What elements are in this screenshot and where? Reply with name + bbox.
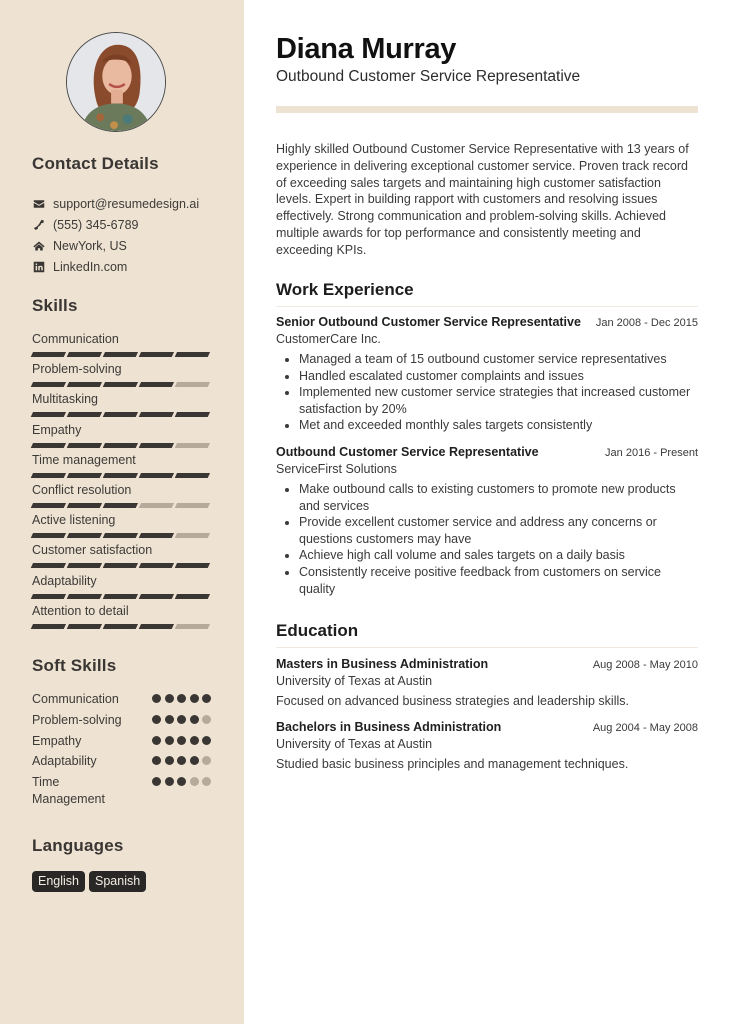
- level-segment-filled: [67, 412, 102, 417]
- level-segment-empty: [175, 503, 210, 508]
- education-dates: Aug 2008 - May 2010: [592, 659, 698, 671]
- rating-dot-filled: [190, 756, 199, 765]
- education-description: Focused on advanced business strategies and leadership skills.: [276, 694, 629, 708]
- level-segment-filled: [67, 533, 102, 538]
- level-segment-filled: [31, 382, 66, 387]
- level-segment-filled: [175, 563, 210, 568]
- level-segment-filled: [103, 382, 138, 387]
- skill-label: Multitasking: [32, 392, 98, 407]
- level-segment-filled: [139, 624, 174, 629]
- skill-item: [32, 422, 212, 452]
- work-heading: Work Experience: [276, 280, 698, 307]
- school: University of Texas at Austin: [276, 674, 433, 688]
- skill-level-bar: [32, 563, 212, 568]
- soft-skill-item: [32, 691, 217, 712]
- level-segment-filled: [139, 443, 174, 448]
- job-entry: [276, 445, 698, 597]
- level-segment-filled: [103, 563, 138, 568]
- job-bullet: • Managed a team of 15 outbound customer service representatives: [299, 351, 698, 368]
- language-tag: Spanish: [89, 871, 146, 892]
- skill-label: Problem-solving: [32, 362, 122, 377]
- rating-dot-filled: [152, 777, 161, 786]
- level-segment-filled: [67, 563, 102, 568]
- skill-item: [32, 603, 212, 633]
- rating-dot-filled: [165, 756, 174, 765]
- level-segment-filled: [175, 473, 210, 478]
- languages-heading: Languages: [32, 836, 124, 855]
- level-segment-empty: [175, 443, 210, 448]
- skill-level-bar: [32, 503, 212, 508]
- soft-skill-label: Empathy: [32, 733, 82, 748]
- contact-linkedin-text: LinkedIn.com: [53, 259, 128, 274]
- soft-skill-rating: [152, 712, 211, 724]
- job-company: CustomerCare Inc.: [276, 332, 381, 346]
- skill-item: [32, 573, 212, 603]
- skill-label: Active listening: [32, 513, 116, 528]
- level-segment-empty: [139, 503, 174, 508]
- contact-phone-text: (555) 345-6789: [53, 217, 139, 232]
- job-bullet: • Implemented new customer service strategies that increased customer satisfaction by 20%: [299, 384, 698, 417]
- contact-linkedin[interactable]: [32, 256, 199, 277]
- level-segment-filled: [31, 503, 66, 508]
- level-segment-empty: [175, 382, 210, 387]
- education-heading: Education: [276, 621, 698, 648]
- level-segment-filled: [31, 473, 66, 478]
- contact-heading: Contact Details: [32, 154, 159, 173]
- skill-label: Conflict resolution: [32, 482, 132, 497]
- skill-label: Communication: [32, 332, 119, 346]
- level-segment-empty: [175, 533, 210, 538]
- soft-skills-list: [32, 691, 217, 808]
- skill-level-bar: [32, 382, 212, 387]
- skill-label: Empathy: [32, 422, 82, 437]
- soft-skill-rating: [152, 733, 211, 745]
- rating-dot-filled: [202, 736, 211, 745]
- job-bullet: • Consistently receive positive feedback from customers on service quality: [299, 564, 698, 597]
- level-segment-filled: [67, 594, 102, 599]
- job-bullet: • Met and exceeded monthly sales targets consistently: [299, 417, 698, 434]
- skill-item: [32, 542, 212, 572]
- skill-level-bar: [32, 412, 212, 417]
- profile-photo: [66, 32, 166, 132]
- rating-dot-filled: [190, 694, 199, 703]
- level-segment-filled: [175, 594, 210, 599]
- skill-label: Attention to detail: [32, 603, 129, 618]
- rating-dot-empty: [202, 715, 211, 724]
- soft-skill-label: Time Management: [32, 775, 105, 807]
- level-segment-filled: [103, 443, 138, 448]
- skill-item: [32, 361, 212, 391]
- job-dates: Jan 2016 - Present: [605, 447, 698, 459]
- level-segment-filled: [67, 473, 102, 478]
- contact-location: [32, 235, 199, 256]
- language-tag: English: [32, 871, 85, 892]
- job-company: ServiceFirst Solutions: [276, 462, 397, 476]
- skill-level-bar: [32, 624, 212, 629]
- home-icon: [32, 239, 46, 253]
- skill-label: Time management: [32, 452, 136, 467]
- job-dates: Jan 2008 - Dec 2015: [595, 317, 698, 329]
- rating-dot-empty: [202, 777, 211, 786]
- skills-list: [32, 331, 212, 633]
- phone-icon: [32, 218, 46, 232]
- rating-dot-filled: [177, 694, 186, 703]
- job-bullet: • Make outbound calls to existing customers to promote new products and services: [299, 481, 698, 514]
- soft-skill-item: [32, 733, 217, 754]
- envelope-icon: [32, 197, 46, 211]
- level-segment-filled: [103, 473, 138, 478]
- level-segment-filled: [31, 624, 66, 629]
- contact-email[interactable]: [32, 193, 199, 214]
- skills-heading: Skills: [32, 296, 78, 315]
- rating-dot-filled: [165, 777, 174, 786]
- soft-skill-label: Problem-solving: [32, 712, 122, 727]
- languages-list: [32, 871, 146, 892]
- rating-dot-filled: [177, 736, 186, 745]
- rating-dot-filled: [152, 736, 161, 745]
- level-segment-filled: [103, 412, 138, 417]
- degree: Masters in Business Administration: [276, 657, 489, 671]
- rating-dot-filled: [152, 756, 161, 765]
- job-bullet: • Handled escalated customer complaints and issues: [299, 368, 698, 385]
- rating-dot-filled: [177, 715, 186, 724]
- level-segment-empty: [175, 624, 210, 629]
- rating-dot-filled: [165, 694, 174, 703]
- rating-dot-filled: [165, 736, 174, 745]
- degree: Bachelors in Business Administration: [276, 720, 502, 734]
- job-bullets: [276, 351, 698, 434]
- candidate-name: Diana Murray: [276, 33, 457, 65]
- sidebar: [0, 0, 244, 1024]
- skill-level-bar: [32, 594, 212, 599]
- soft-skill-item: [32, 753, 217, 774]
- job-title: Senior Outbound Customer Service Representative: [276, 315, 581, 329]
- rating-dot-empty: [190, 777, 199, 786]
- skill-label: Customer satisfaction: [32, 543, 153, 558]
- job-bullets: [276, 481, 698, 597]
- rating-dot-empty: [202, 756, 211, 765]
- soft-skill-label: Communication: [32, 692, 119, 706]
- level-segment-filled: [139, 563, 174, 568]
- level-segment-filled: [31, 412, 66, 417]
- level-segment-filled: [175, 352, 210, 357]
- level-segment-filled: [139, 473, 174, 478]
- level-segment-filled: [31, 352, 66, 357]
- rating-dot-filled: [152, 715, 161, 724]
- level-segment-filled: [139, 594, 174, 599]
- profile-photo-image: [67, 33, 165, 131]
- skill-level-bar: [32, 533, 212, 538]
- education-entry: [276, 657, 698, 708]
- level-segment-filled: [175, 412, 210, 417]
- level-segment-filled: [103, 594, 138, 599]
- contact-location-text: NewYork, US: [53, 238, 127, 253]
- soft-skill-rating: [152, 691, 211, 703]
- soft-skills-heading: Soft Skills: [32, 656, 117, 675]
- level-segment-filled: [31, 443, 66, 448]
- skill-item: [32, 512, 212, 542]
- level-segment-filled: [31, 533, 66, 538]
- level-segment-filled: [31, 563, 66, 568]
- level-segment-filled: [67, 382, 102, 387]
- contact-email-text: support@resumedesign.ai: [53, 196, 200, 211]
- soft-skill-rating: [152, 774, 211, 786]
- candidate-title: Outbound Customer Service Representative: [276, 68, 581, 85]
- level-segment-filled: [103, 624, 138, 629]
- soft-skill-label: Adaptability: [32, 754, 97, 769]
- level-segment-filled: [139, 412, 174, 417]
- education-entry: [276, 720, 698, 771]
- rating-dot-filled: [152, 694, 161, 703]
- level-segment-filled: [67, 624, 102, 629]
- linkedin-icon: [32, 260, 46, 274]
- summary: Highly skilled Outbound Customer Service Representative with 13 years of experience in delivering exceptional customer service. Proven track record of exceeding sales targets and maintaining high customer satisfaction levels. Expert in building rapport with customers and resolving issues effectively. Strong communication and problem-solving skills. Achieved multiple awards for top performance and consistently meeting and exceeding KPIs.: [276, 142, 689, 257]
- skill-label: Adaptability: [32, 573, 97, 588]
- level-segment-filled: [67, 503, 102, 508]
- job-entry: [276, 315, 698, 434]
- job-bullet: • Provide excellent customer service and address any concerns or questions customers may have: [299, 514, 698, 547]
- level-segment-filled: [139, 382, 174, 387]
- rating-dot-filled: [177, 777, 186, 786]
- school: University of Texas at Austin: [276, 737, 433, 751]
- skill-level-bar: [32, 352, 212, 357]
- level-segment-filled: [103, 533, 138, 538]
- job-bullet: • Achieve high call volume and sales targets on a daily basis: [299, 547, 698, 564]
- skill-item: [32, 391, 212, 421]
- level-segment-filled: [31, 594, 66, 599]
- level-segment-filled: [139, 533, 174, 538]
- rating-dot-filled: [165, 715, 174, 724]
- level-segment-filled: [67, 443, 102, 448]
- level-segment-filled: [103, 352, 138, 357]
- skill-level-bar: [32, 473, 212, 478]
- rating-dot-filled: [190, 715, 199, 724]
- rating-dot-filled: [177, 756, 186, 765]
- header-divider: [276, 106, 698, 113]
- level-segment-filled: [67, 352, 102, 357]
- skill-item: [32, 331, 212, 361]
- rating-dot-filled: [202, 694, 211, 703]
- education-description: Studied basic business principles and management techniques.: [276, 757, 629, 771]
- skill-item: [32, 482, 212, 512]
- contact-phone[interactable]: [32, 214, 199, 235]
- contact-list: [32, 193, 199, 277]
- skill-level-bar: [32, 443, 212, 448]
- soft-skill-item: [32, 712, 217, 733]
- job-title: Outbound Customer Service Representative: [276, 445, 539, 459]
- soft-skill-rating: [152, 753, 211, 765]
- skill-item: [32, 452, 212, 482]
- level-segment-filled: [139, 352, 174, 357]
- rating-dot-filled: [190, 736, 199, 745]
- education-dates: Aug 2004 - May 2008: [592, 722, 698, 734]
- level-segment-filled: [103, 503, 138, 508]
- soft-skill-item: [32, 774, 217, 808]
